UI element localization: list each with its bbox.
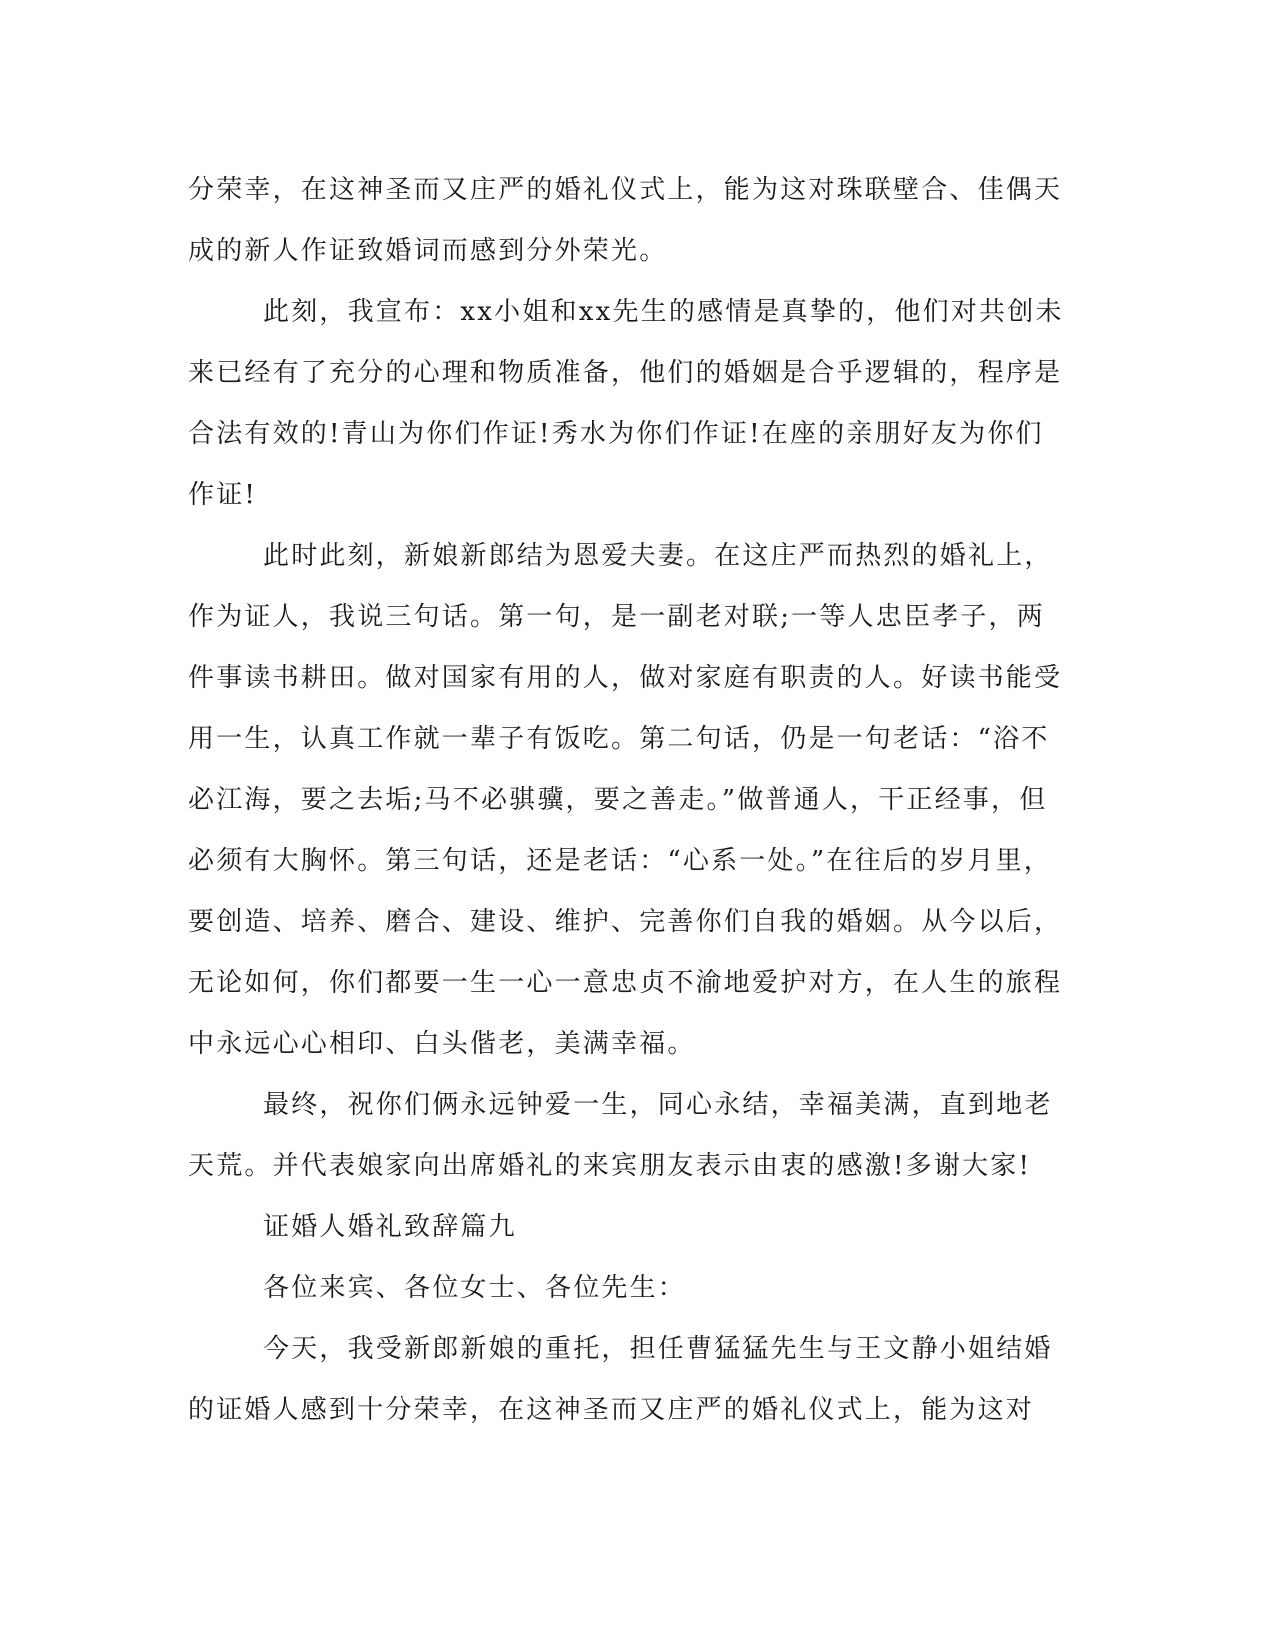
- document-body: [188, 160, 1068, 1441]
- body-paragraph: 此时此刻，新娘新郎结为恩爱夫妻。在这庄严而热烈的婚礼上，作为证人，我说三句话。第一句，是一副老对联;一等人忠臣孝子，两件事读书耕田。做对国家有用的人，做对家庭有职责的人。好读书能受用一生，认真工作就一辈子有饭吃。第二句话，仍是一句老话：“浴不必江海，要之去垢;马不必骐骥，要之善走。”做普通人，干正经事，但必须有大胸怀。第三句话，还是老话：“心系一处。”在往后的岁月里，要创造、培养、磨合、建设、维护、完善你们自我的婚姻。从今以后，无论如何，你们都要一生一心一意忠贞不渝地爱护对方，在人生的旅程中永远心心相印、白头偕老，美满幸福。: [188, 541, 1063, 1059]
- body-paragraph: 今天，我受新郎新娘的重托，担任曹猛猛先生与王文静小姐结婚的证婚人感到十分荣幸，在这神圣而又庄严的婚礼仪式上，能为这对: [188, 1334, 1053, 1425]
- body-paragraph: 分荣幸，在这神圣而又庄严的婚礼仪式上，能为这对珠联壁合、佳偶天成的新人作证致婚词而感到分外荣光。: [188, 175, 1063, 266]
- section-heading: 证婚人婚礼致辞篇九: [263, 1212, 517, 1242]
- body-paragraph: 此刻，我宣布：xx小姐和xx先生的感情是真挚的，他们对共创未来已经有了充分的心理和物质准备，他们的婚姻是合乎逻辑的，程序是合法有效的!青山为你们作证!秀水为你们作证!在座的亲朋好友为你们作证!: [188, 297, 1064, 510]
- body-paragraph: 最终，祝你们俩永远钟爱一生，同心永结，幸福美满，直到地老天荒。并代表娘家向出席婚礼的来宾朋友表示由衷的感激!多谢大家!: [188, 1090, 1053, 1181]
- salutation: 各位来宾、各位女士、各位先生：: [263, 1273, 687, 1303]
